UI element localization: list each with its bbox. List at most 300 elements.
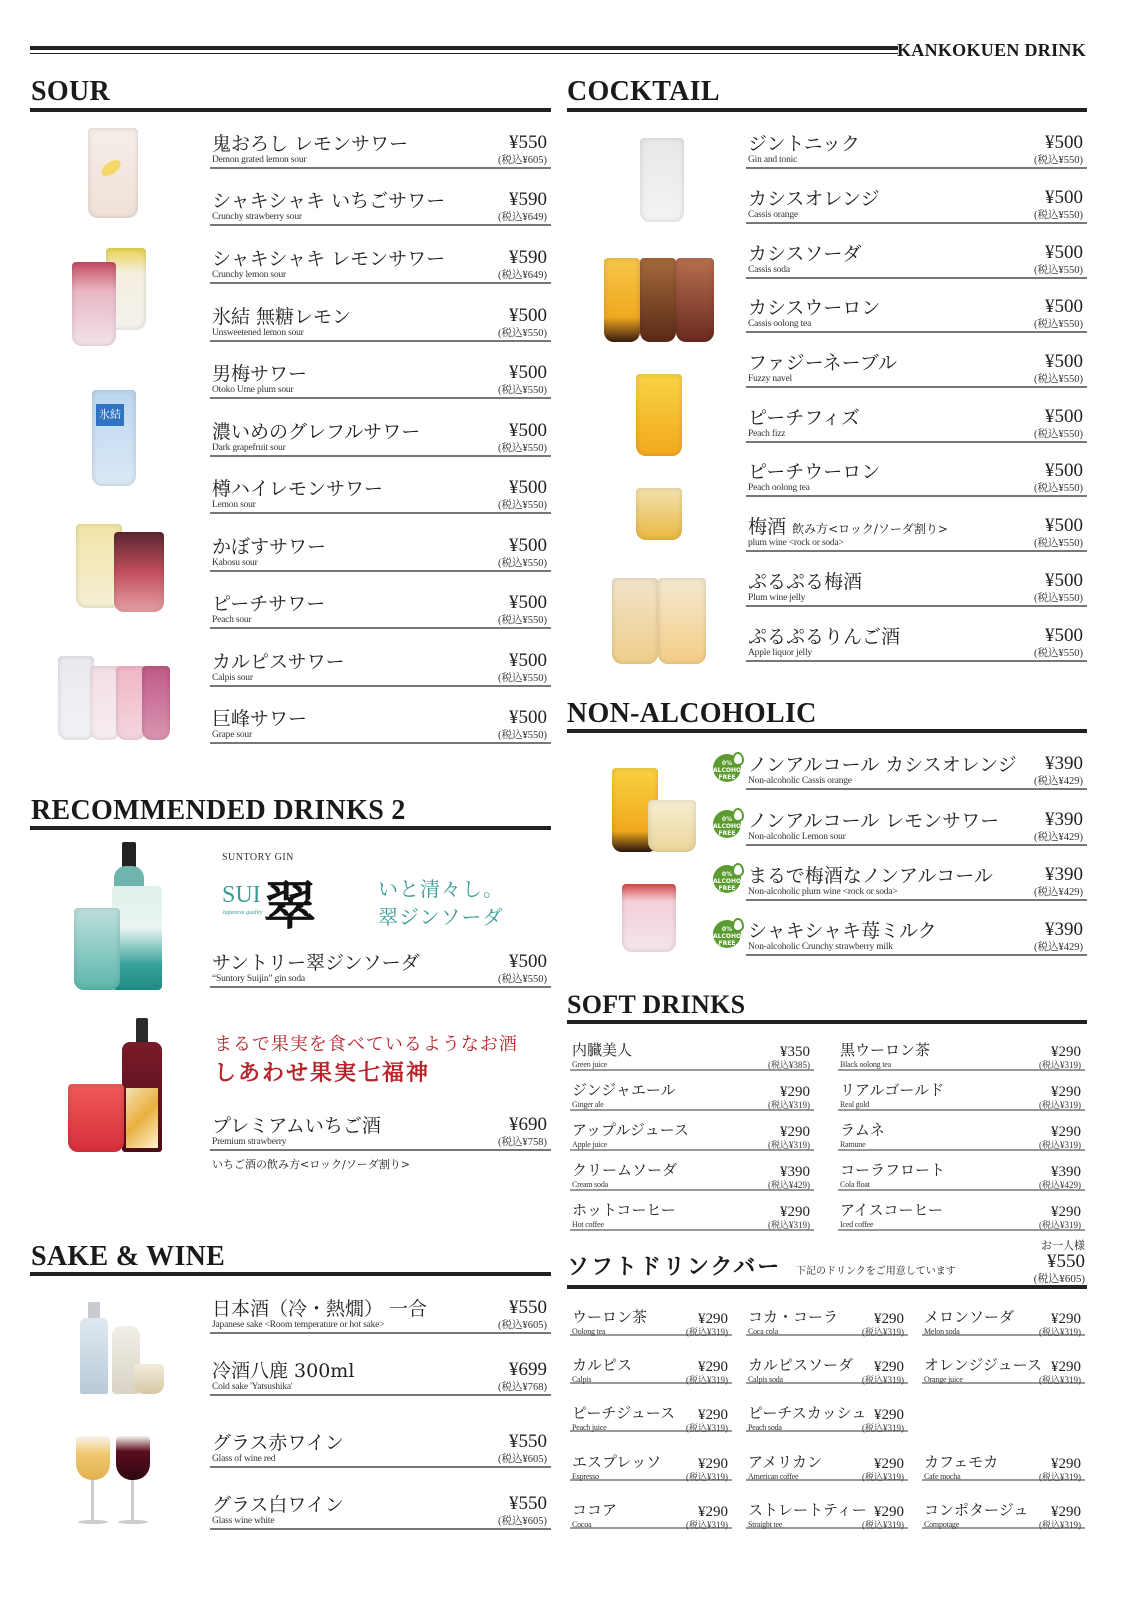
item-tax-price: (税込¥319) <box>686 1472 728 1482</box>
item-price: ¥350 <box>780 1044 810 1060</box>
item-name: シャキシャキ いちごサワー <box>212 190 446 212</box>
drink-bar-item <box>746 1453 908 1481</box>
item-tax-price: (税込¥319) <box>1039 1472 1081 1482</box>
item-price: ¥290 <box>1051 1456 1081 1472</box>
item-price: ¥500 <box>509 305 547 326</box>
item-price: ¥290 <box>698 1311 728 1327</box>
item-name: 巨峰サワー <box>212 708 308 730</box>
item-price: ¥500 <box>509 707 547 728</box>
item-name-en: Non-alcoholic Crunchy strawberry milk <box>748 942 893 952</box>
item-name: カシスウーロン <box>748 297 881 319</box>
item-price: ¥500 <box>1045 351 1083 372</box>
alcohol-free-badge-icon: 0% ALCOHOL FREE <box>713 810 741 838</box>
item-name: ジントニック <box>748 133 861 155</box>
item-tax-price: (税込¥429) <box>768 1180 810 1190</box>
item-price: ¥290 <box>874 1359 904 1375</box>
item-name <box>748 516 948 540</box>
drink-bar-item <box>570 1308 732 1336</box>
item-name: ウーロン茶 <box>572 1308 648 1326</box>
menu-item-sake-wine <box>210 1298 551 1334</box>
item-name: カフェモカ <box>924 1453 999 1471</box>
item-name-en: Dark grapefruit sour <box>212 443 286 453</box>
item-name: ピーチスカッシュ <box>748 1404 867 1422</box>
item-price: ¥290 <box>780 1084 810 1100</box>
ichigo-serving-note: いちご酒の飲み方<ロック/ソーダ割り> <box>212 1158 410 1171</box>
item-name: ノンアルコール カシスオレンジ <box>748 754 1017 776</box>
item-tax-price: (税込¥319) <box>768 1140 810 1150</box>
item-name-en: Cassis soda <box>748 265 790 275</box>
item-tax-price: (税込¥429) <box>1039 1180 1081 1190</box>
item-price: ¥290 <box>1051 1204 1081 1220</box>
item-price: ¥500 <box>509 535 547 556</box>
sour-photo-hyoketsu: 氷結 <box>92 390 138 488</box>
item-name-en: Crunchy strawberry sour <box>212 212 302 222</box>
menu-item-cocktail <box>746 516 1087 552</box>
sake-photo <box>78 1302 166 1396</box>
item-price: ¥590 <box>509 247 547 268</box>
item-name-en: Real gold <box>840 1100 870 1109</box>
item-name: ジンジャエール <box>572 1081 676 1099</box>
item-tax-price: (税込¥319) <box>862 1520 904 1530</box>
item-price: ¥290 <box>874 1456 904 1472</box>
item-name-en: Green juice <box>572 1060 607 1069</box>
item-name: メロンソーダ <box>924 1308 1015 1326</box>
item-name-en: Peach sour <box>212 615 252 625</box>
alcohol-free-badge-icon: 0% ALCOHOL FREE <box>713 754 741 782</box>
item-tax-price: (税込¥319) <box>1039 1375 1081 1385</box>
item-name: ホットコーヒー <box>572 1201 676 1219</box>
item-price: ¥550 <box>509 132 547 153</box>
menu-item-premium-ichigo <box>210 1115 551 1151</box>
item-price: ¥500 <box>509 420 547 441</box>
menu-item-cocktail <box>746 243 1087 279</box>
item-name-en: “Suntory Suijin” gin soda <box>212 974 305 984</box>
item-price: ¥500 <box>1045 242 1083 263</box>
item-name-en: Straight tee <box>748 1520 783 1529</box>
menu-item-sour <box>210 478 551 514</box>
item-price: ¥500 <box>1045 132 1083 153</box>
item-name: カルピスサワー <box>212 651 345 673</box>
section-rule <box>567 729 1087 733</box>
menu-item-cocktail <box>746 297 1087 333</box>
item-name: シャキシャキ レモンサワー <box>212 248 446 270</box>
item-tax-price: (税込¥319) <box>686 1423 728 1433</box>
item-tax-price: (税込¥550) <box>1034 429 1083 440</box>
item-tax-price: (税込¥550) <box>1034 593 1083 604</box>
sour-photo-calpis <box>58 656 170 742</box>
drink-bar-item <box>746 1308 908 1336</box>
item-tax-price: (税込¥319) <box>1039 1220 1081 1230</box>
item-price: ¥290 <box>780 1204 810 1220</box>
drink-bar-item <box>746 1501 908 1529</box>
item-price: ¥500 <box>1045 296 1083 317</box>
sour-photo-otoko-ume <box>76 518 168 614</box>
menu-item-cocktail <box>746 133 1087 169</box>
item-tax-price: (税込¥385) <box>768 1060 810 1070</box>
item-price: ¥390 <box>1045 809 1083 830</box>
item-tax-price: (税込¥319) <box>768 1100 810 1110</box>
item-price: ¥290 <box>1051 1504 1081 1520</box>
item-name: グラス赤ワイン <box>212 1432 344 1454</box>
sui-tagline-2: 翠ジンソーダ <box>378 905 504 929</box>
drink-bar-item <box>570 1356 732 1384</box>
item-tax-price: (税込¥768) <box>498 1382 547 1393</box>
item-tax-price: (税込¥550) <box>1034 648 1083 659</box>
item-name-en: Apple juice <box>572 1140 607 1149</box>
menu-item-sour <box>210 651 551 687</box>
sui-logo-sub: Japanese quality <box>222 910 263 916</box>
menu-item-sour <box>210 248 551 284</box>
item-tax-price: (税込¥429) <box>1034 832 1083 843</box>
sui-logo <box>220 852 340 937</box>
item-price: ¥690 <box>509 1114 547 1135</box>
section-title-cocktail: COCKTAIL <box>567 76 720 107</box>
item-name: ピーチフィズ <box>748 407 860 429</box>
item-name: カシスオレンジ <box>748 188 880 210</box>
menu-item-cocktail <box>746 571 1087 607</box>
item-name-en: Ginger ale <box>572 1100 604 1109</box>
sui-gin-photo <box>74 842 168 992</box>
section-title-recommended: RECOMMENDED DRINKS 2 <box>31 795 406 826</box>
menu-item-non-alcoholic <box>746 865 1087 901</box>
item-name: 濃いめのグレフルサワー <box>212 421 421 443</box>
sour-photo-lemon <box>88 128 140 220</box>
item-price: ¥290 <box>698 1407 728 1423</box>
item-price: ¥500 <box>1045 187 1083 208</box>
item-name: コンポタージュ <box>924 1501 1029 1519</box>
drink-bar-item <box>922 1308 1085 1336</box>
item-tax-price: (税込¥319) <box>862 1472 904 1482</box>
item-tax-price: (税込¥550) <box>1034 210 1083 221</box>
item-name: ピーチジュース <box>572 1404 676 1422</box>
menu-item-sake-wine <box>210 1432 551 1468</box>
menu-item-sour <box>210 363 551 399</box>
promo-line-2: しあわせ果実七福神 <box>214 1060 431 1086</box>
section-rule <box>567 1285 1087 1289</box>
item-tax-price: (税込¥649) <box>498 270 547 281</box>
item-name: かぼすサワー <box>212 536 327 558</box>
drink-bar-item <box>570 1453 732 1481</box>
item-price: ¥290 <box>698 1456 728 1472</box>
item-tax-price: (税込¥550) <box>1034 483 1083 494</box>
section-title-non-alcoholic: NON-ALCOHOLIC <box>567 698 817 729</box>
item-name-en: Coca cola <box>748 1327 778 1336</box>
menu-item-cocktail <box>746 407 1087 443</box>
item-price: ¥500 <box>1045 570 1083 591</box>
item-name-en: Non-alcoholic Lemon sour <box>748 832 846 842</box>
item-name: 鬼おろし レモンサワー <box>212 133 409 155</box>
item-tax-price: (税込¥550) <box>498 730 547 741</box>
item-name-en: Cola float <box>840 1180 870 1189</box>
menu-item-non-alcoholic <box>746 754 1087 790</box>
item-name-en: Unsweetened lemon sour <box>212 328 304 338</box>
item-name-en: Cocoa <box>572 1520 592 1529</box>
item-price: ¥500 <box>1045 460 1083 481</box>
item-name-en: Otoko Ume plum sour <box>212 385 294 395</box>
item-name: ノンアルコール レモンサワー <box>748 810 1000 832</box>
menu-item-sour <box>210 306 551 342</box>
cocktail-photo-cassis <box>604 258 716 344</box>
item-name-en: Cafe mocha <box>924 1472 961 1481</box>
item-price: ¥500 <box>509 362 547 383</box>
brand-title: KANKOKUEN DRINK <box>896 40 1086 60</box>
item-name-en: Demon grated lemon sour <box>212 155 307 165</box>
drink-bar-item <box>570 1501 732 1529</box>
non-alcoholic-photo-cassis-lemon <box>612 768 696 852</box>
item-name-en: Gin and tonic <box>748 155 798 165</box>
drink-bar-item <box>922 1501 1085 1529</box>
item-name-en: Premium strawberry <box>212 1137 287 1147</box>
item-name: エスプレッソ <box>572 1453 662 1471</box>
drink-bar-item <box>922 1453 1085 1481</box>
menu-item-soft-drink <box>570 1121 814 1151</box>
item-name-en: Calpis soda <box>748 1375 783 1384</box>
item-name-en: Cold sake 'Yatsushika' <box>212 1382 293 1392</box>
menu-item-sui-gin-soda <box>210 952 551 988</box>
item-name: ぷるぷる梅酒 <box>748 571 863 593</box>
item-name: アメリカン <box>748 1453 822 1471</box>
item-price: ¥290 <box>1051 1084 1081 1100</box>
menu-item-soft-drink <box>838 1081 1085 1111</box>
item-name: 日本酒（冷・熱燗） 一合 <box>212 1298 428 1320</box>
item-name: 男梅サワー <box>212 363 308 385</box>
item-price: ¥290 <box>698 1504 728 1520</box>
menu-item-sour <box>210 133 551 169</box>
item-tax-price: (税込¥319) <box>862 1423 904 1433</box>
item-price: ¥390 <box>1051 1164 1081 1180</box>
section-title-soft-drinks: SOFT DRINKS <box>567 990 746 1019</box>
item-tax-price: (税込¥605) <box>498 1320 547 1331</box>
item-name-en: Peach juice <box>572 1423 607 1432</box>
item-price: ¥500 <box>1045 515 1083 536</box>
item-price: ¥550 <box>509 1493 547 1514</box>
item-name-en: Cassis orange <box>748 210 798 220</box>
item-name: 冷酒八鹿 300ml <box>212 1360 355 1382</box>
item-name-en: Espresso <box>572 1472 599 1481</box>
item-tax-price: (税込¥319) <box>1039 1520 1081 1530</box>
item-name-en: Cream soda <box>572 1180 608 1189</box>
item-price: ¥290 <box>1051 1359 1081 1375</box>
item-price: ¥290 <box>780 1124 810 1140</box>
item-name-en: Grape sour <box>212 730 252 740</box>
wine-photo <box>76 1436 156 1528</box>
item-name-en: Hot coffee <box>572 1220 604 1229</box>
item-name-en: Black oolong tea <box>840 1060 892 1069</box>
item-name-en: Glass of wine red <box>212 1454 276 1464</box>
item-name: ピーチウーロン <box>748 461 881 483</box>
menu-item-soft-drink <box>570 1161 814 1191</box>
item-name: ピーチサワー <box>212 593 326 615</box>
sui-logo-name: SUI <box>222 882 261 908</box>
item-tax-price: (税込¥605) <box>498 155 547 166</box>
item-tax-price: (税込¥429) <box>1034 887 1083 898</box>
drink-bar-per-person: お一人様 <box>1041 1239 1085 1252</box>
menu-item-sake-wine <box>210 1360 551 1396</box>
item-price: ¥699 <box>509 1359 547 1380</box>
menu-item-sour <box>210 536 551 572</box>
sui-logo-brand: SUNTORY GIN <box>222 852 294 863</box>
section-rule <box>30 826 551 830</box>
item-name: ぷるぷるりんご酒 <box>748 626 901 648</box>
item-price: ¥290 <box>874 1504 904 1520</box>
item-name: ストレートティー <box>748 1501 867 1519</box>
item-tax-price: (税込¥550) <box>498 500 547 511</box>
item-tax-price: (税込¥550) <box>1034 374 1083 385</box>
item-name-en: Non-alcoholic Cassis orange <box>748 776 852 786</box>
ichigo-sake-photo <box>68 1018 176 1154</box>
menu-item-cocktail <box>746 461 1087 497</box>
menu-item-cocktail <box>746 626 1087 662</box>
item-name-en: Japanese sake <Room temperature or hot sake> <box>212 1320 385 1330</box>
menu-item-soft-drink <box>570 1081 814 1111</box>
item-name-en: Kabosu sour <box>212 558 258 568</box>
item-name: 内臓美人 <box>572 1041 633 1059</box>
item-name-en: Glass wine white <box>212 1516 275 1526</box>
menu-item-cocktail <box>746 188 1087 224</box>
item-price: ¥590 <box>509 189 547 210</box>
drink-bar-item <box>922 1356 1085 1384</box>
item-name-main: 梅酒 <box>748 516 787 538</box>
drink-bar-item <box>746 1356 908 1384</box>
item-serving-note: 飲み方<ロック/ソーダ割り> <box>792 522 948 536</box>
item-price: ¥390 <box>1045 864 1083 885</box>
item-name-en: Ramune <box>840 1140 866 1149</box>
non-alcoholic-photo-strawberry-milk <box>622 884 678 954</box>
item-price: ¥290 <box>874 1311 904 1327</box>
item-name-en: Lemon sour <box>212 500 256 510</box>
item-price: ¥500 <box>1045 625 1083 646</box>
item-price: ¥290 <box>1051 1124 1081 1140</box>
item-tax-price: (税込¥550) <box>498 328 547 339</box>
menu-item-sour <box>210 708 551 744</box>
item-name-en: Apple liquor jelly <box>748 648 812 658</box>
section-rule <box>30 108 551 112</box>
section-rule <box>567 108 1087 112</box>
alcohol-free-badge-icon: 0% ALCOHOL FREE <box>713 865 741 893</box>
item-name-en: Oolong tea <box>572 1327 606 1336</box>
item-name: カルピスソーダ <box>748 1356 854 1374</box>
menu-item-non-alcoholic <box>746 810 1087 846</box>
section-rule <box>567 1020 1087 1024</box>
section-rule <box>30 1272 551 1276</box>
item-tax-price: (税込¥605) <box>498 1454 547 1465</box>
drink-bar-tax-price: (税込¥605) <box>1033 1273 1085 1285</box>
item-tax-price: (税込¥319) <box>862 1327 904 1337</box>
item-name: グラス白ワイン <box>212 1494 344 1516</box>
item-tax-price: (税込¥550) <box>1034 155 1083 166</box>
sui-tagline-1: いと清々し。 <box>378 877 504 901</box>
item-tax-price: (税込¥319) <box>686 1520 728 1530</box>
item-name-en: American coffee <box>748 1472 799 1481</box>
item-price: ¥550 <box>509 1431 547 1452</box>
item-tax-price: (税込¥550) <box>498 558 547 569</box>
item-price: ¥390 <box>1045 753 1083 774</box>
item-price: ¥290 <box>698 1359 728 1375</box>
item-name-en: Peach oolong tea <box>748 483 810 493</box>
item-name: アップルジュース <box>572 1121 689 1139</box>
sour-photo-crunchy <box>72 248 152 348</box>
item-name: 氷結 無糖レモン <box>212 306 352 328</box>
item-name: コカ・コーラ <box>748 1308 839 1326</box>
item-tax-price: (税込¥605) <box>498 1516 547 1527</box>
item-tax-price: (税込¥550) <box>498 615 547 626</box>
item-name: まるで梅酒なノンアルコール <box>748 865 993 887</box>
item-name-en: Melon soda <box>924 1327 960 1336</box>
item-tax-price: (税込¥319) <box>686 1327 728 1337</box>
item-name: サントリー翠ジンソーダ <box>212 952 420 974</box>
drink-bar-item <box>570 1404 732 1432</box>
section-title-sake-wine: SAKE & WINE <box>31 1241 226 1272</box>
item-price: ¥290 <box>874 1407 904 1423</box>
item-name: 黒ウーロン茶 <box>840 1041 931 1059</box>
item-name: リアルゴールド <box>840 1081 945 1099</box>
item-name: 樽ハイレモンサワー <box>212 478 384 500</box>
item-price: ¥500 <box>509 650 547 671</box>
item-name: ファジーネーブル <box>748 352 897 374</box>
item-tax-price: (税込¥319) <box>768 1220 810 1230</box>
item-name: コーラフロート <box>840 1161 946 1179</box>
item-tax-price: (税込¥429) <box>1034 942 1083 953</box>
item-tax-price: (税込¥550) <box>498 443 547 454</box>
item-name-en: Crunchy lemon sour <box>212 270 286 280</box>
item-price: ¥390 <box>780 1164 810 1180</box>
item-name-en: Iced coffee <box>840 1220 874 1229</box>
menu-item-soft-drink <box>838 1121 1085 1151</box>
item-name: ラムネ <box>840 1121 885 1139</box>
menu-item-sour <box>210 421 551 457</box>
drink-bar-price: ¥550 <box>1047 1251 1085 1272</box>
item-tax-price: (税込¥319) <box>1039 1327 1081 1337</box>
promo-line-1: まるで果実を食べているようなお酒 <box>214 1034 518 1055</box>
item-name: シャキシャキ苺ミルク <box>748 920 937 942</box>
item-name-en: Orange juice <box>924 1375 963 1384</box>
menu-item-non-alcoholic <box>746 920 1087 956</box>
item-name-en: plum wine <rock or soda> <box>748 538 844 548</box>
item-name-en: Cassis oolong tea <box>748 319 812 329</box>
cocktail-photo-fuzzy <box>636 374 684 458</box>
item-name-en: Peach fizz <box>748 429 786 439</box>
menu-item-sour <box>210 190 551 226</box>
menu-item-cocktail <box>746 352 1087 388</box>
item-tax-price: (税込¥550) <box>1034 265 1083 276</box>
item-tax-price: (税込¥550) <box>1034 319 1083 330</box>
item-name: オレンジジュース <box>924 1356 1042 1374</box>
alcohol-free-badge-icon: 0% ALCOHOL FREE <box>713 920 741 948</box>
item-name: プレミアムいちご酒 <box>212 1115 381 1137</box>
menu-item-soft-drink <box>838 1201 1085 1231</box>
drink-bar-subtitle: 下記のドリンクをご用意しています <box>796 1266 956 1277</box>
item-name-en: Fuzzy navel <box>748 374 792 384</box>
item-tax-price: (税込¥550) <box>498 673 547 684</box>
header-rule <box>30 46 898 54</box>
item-price: ¥290 <box>1051 1044 1081 1060</box>
item-name: カシスソーダ <box>748 243 862 265</box>
item-price: ¥500 <box>509 951 547 972</box>
item-name-en: Calpis sour <box>212 673 253 683</box>
item-name: ココア <box>572 1501 618 1519</box>
menu-item-soft-drink <box>838 1041 1085 1071</box>
item-tax-price: (税込¥550) <box>1034 538 1083 549</box>
item-tax-price: (税込¥319) <box>1039 1060 1081 1070</box>
item-tax-price: (税込¥319) <box>1039 1140 1081 1150</box>
drink-bar-item <box>746 1404 908 1432</box>
item-price: ¥500 <box>1045 406 1083 427</box>
menu-item-sour <box>210 593 551 629</box>
item-name-en: Plum wine jelly <box>748 593 806 603</box>
item-tax-price: (税込¥758) <box>498 1137 547 1148</box>
item-tax-price: (税込¥319) <box>862 1375 904 1385</box>
item-tax-price: (税込¥319) <box>1039 1100 1081 1110</box>
